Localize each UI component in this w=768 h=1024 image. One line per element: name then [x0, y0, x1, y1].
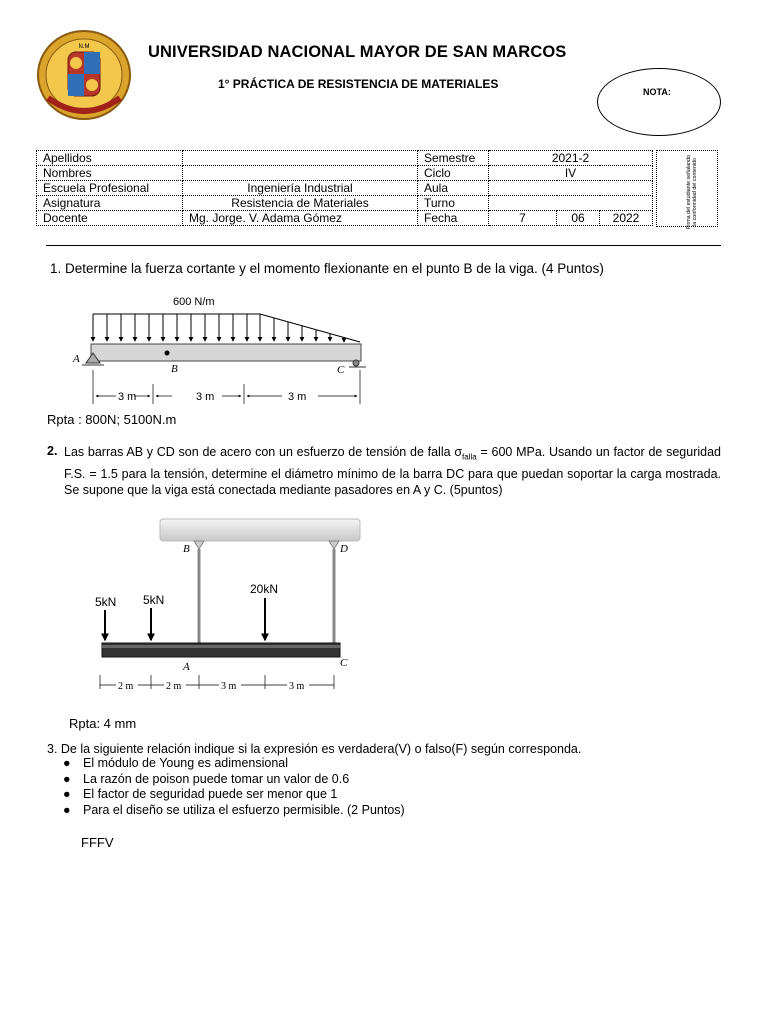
- bullet-icon: ●: [63, 802, 71, 817]
- question-1-text: 1. Determine la fuerza cortante y el momento flexionante en el punto B de la viga. (4 Puntos): [50, 261, 604, 276]
- university-seal-logo: [34, 28, 134, 122]
- answer-3: FFFV: [81, 835, 114, 850]
- ceiling-support: [160, 519, 360, 541]
- statement-list: [62, 756, 405, 818]
- label-d: D: [340, 543, 348, 555]
- apellidos-label: Apellidos: [37, 151, 183, 166]
- dimension-3: 3 m: [288, 391, 307, 403]
- sigma-symbol: σ: [454, 445, 463, 459]
- ciclo-value: IV: [489, 166, 653, 181]
- asignatura-label: Asignatura: [37, 196, 183, 211]
- q2-text-part1: Las barras AB y CD son de acero con un esfuerzo de tensión de falla: [64, 445, 455, 459]
- load-label: 600 N/m: [173, 296, 215, 308]
- statement-text: El módulo de Young es adimensional: [83, 756, 289, 770]
- label-a: A: [73, 353, 80, 365]
- load-2-label: 5kN: [143, 593, 165, 607]
- load-3-label: 20kN: [250, 582, 279, 596]
- fecha-month: 06: [557, 211, 600, 226]
- dimension-1: 2 m: [118, 681, 134, 692]
- question-2-text: [64, 444, 721, 498]
- bullet-icon: ●: [63, 771, 71, 786]
- dimension-2: 3 m: [196, 391, 215, 403]
- student-info-table: [36, 150, 653, 226]
- logo-text: N.M: [78, 44, 90, 50]
- signature-border: [656, 150, 718, 227]
- answer-2: Rpta: 4 mm: [69, 716, 137, 731]
- point-b-marker: [165, 351, 170, 356]
- table-row: [37, 181, 653, 196]
- turno-field[interactable]: [489, 196, 653, 211]
- nombres-label: Nombres: [37, 166, 183, 181]
- bullet-icon: ●: [63, 787, 71, 802]
- statement-text: Para el diseño se utiliza el esfuerzo permisible. (2 Puntos): [83, 802, 405, 817]
- fecha-label: Fecha: [418, 211, 489, 226]
- aula-field[interactable]: [489, 181, 653, 196]
- list-item: [62, 803, 405, 819]
- grade-box: [597, 68, 721, 136]
- escuela-label: Escuela Profesional: [37, 181, 183, 196]
- university-title: UNIVERSIDAD NACIONAL MAYOR DE SAN MARCOS: [148, 43, 567, 61]
- label-c: C: [340, 657, 348, 669]
- asignatura-value: Resistencia de Materiales: [183, 196, 418, 211]
- dimension-2: 2 m: [166, 681, 182, 692]
- question-2-number: 2.: [47, 444, 58, 458]
- label-b: B: [183, 543, 190, 555]
- grade-label: NOTA:: [643, 87, 671, 97]
- dimension-1: 3 m: [118, 391, 137, 403]
- beam-diagram-1: [60, 290, 380, 408]
- table-row: [37, 166, 653, 181]
- aula-label: Aula: [418, 181, 489, 196]
- separator-line: [46, 245, 721, 246]
- turno-label: Turno: [418, 196, 489, 211]
- apellidos-field[interactable]: [183, 151, 418, 166]
- sigma-subscript: falla: [462, 452, 477, 462]
- statement-text: La razón de poison puede tomar un valor de 0.6: [83, 771, 350, 786]
- list-item: [62, 787, 405, 803]
- table-row: [37, 196, 653, 211]
- fecha-year: 2022: [600, 211, 653, 226]
- escuela-value: Ingeniería Industrial: [183, 181, 418, 196]
- beam-diagram-2: [90, 515, 370, 695]
- docente-label: Docente: [37, 211, 183, 226]
- label-c: C: [337, 364, 345, 376]
- load-1-label: 5kN: [95, 595, 117, 609]
- docente-value: Mg. Jorge. V. Adama Gómez: [183, 211, 418, 226]
- semestre-value: 2021-2: [489, 151, 653, 166]
- fecha-day: 7: [489, 211, 557, 226]
- signature-note: Firma del estudiante señalando la conformidad del contenido: [686, 155, 698, 229]
- distributed-load-arrows: [93, 314, 344, 342]
- dimension-3: 3 m: [221, 681, 237, 692]
- question-3-text: 3. De la siguiente relación indique si la expresión es verdadera(V) o falso(F) según corresponda.: [47, 742, 582, 756]
- list-item: [62, 772, 405, 788]
- answer-1: Rpta : 800N; 5100N.m: [47, 412, 177, 427]
- bullet-icon: ●: [63, 756, 71, 770]
- label-a: A: [183, 661, 190, 673]
- table-row: [37, 211, 653, 226]
- beam: [91, 344, 361, 361]
- practice-title: 1° PRÁCTICA DE RESISTENCIA DE MATERIALES: [218, 77, 499, 91]
- table-row: [37, 151, 653, 166]
- semestre-label: Semestre: [418, 151, 489, 166]
- label-b: B: [171, 363, 178, 375]
- list-item: [62, 756, 405, 772]
- roller-support-c: [353, 360, 359, 366]
- q2-text-part2: = 600 MPa. Usando un factor de seguridad F.S. = 1.5 para la tensión, determine el diámetro mínimo de la barra DC para que puedan soportar la carga mostrada. Se supone que la viga está conectada mediante pasadores en A y C. (5puntos): [64, 445, 722, 497]
- ciclo-label: Ciclo: [418, 166, 489, 181]
- statement-text: El factor de seguridad puede ser menor que 1: [83, 787, 338, 802]
- nombres-field[interactable]: [183, 166, 418, 181]
- dimension-4: 3 m: [289, 681, 305, 692]
